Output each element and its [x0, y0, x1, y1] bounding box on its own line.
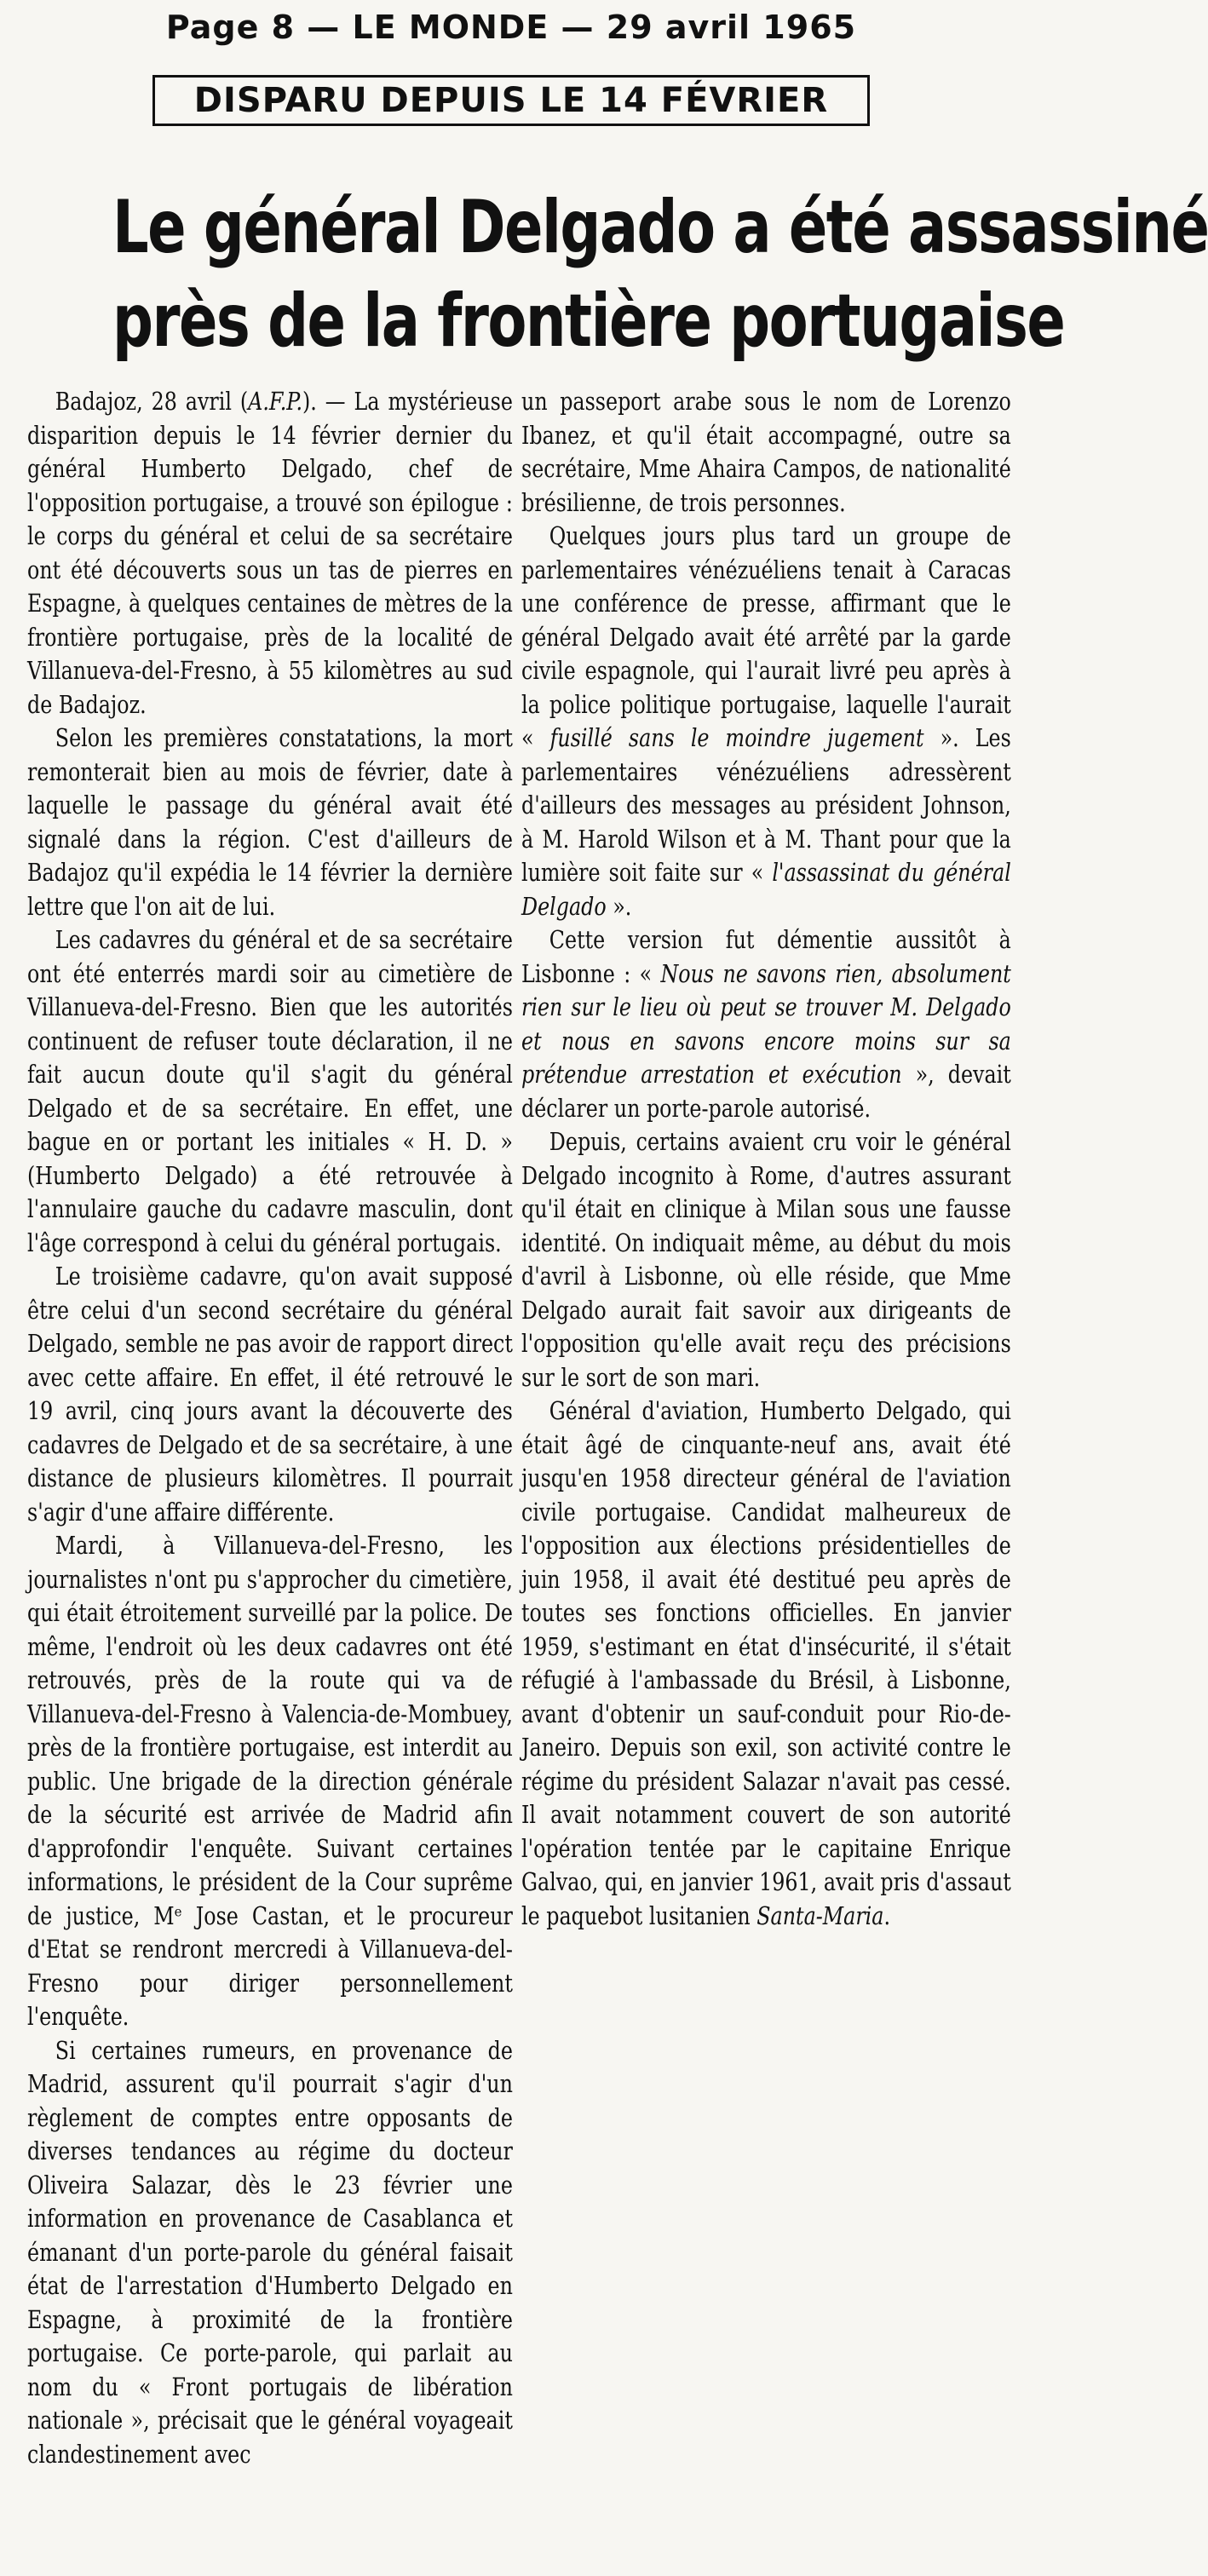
text-run: ). — La mystérieuse disparition depuis le 14 février dernier du général Humberto Delgado, chef de l'opposition portugaise, a trouvé son épilogue : le corps du général et celui de sa secrétaire ont été découverts sous un tas de pierres en Espagne, à quelques centaines de mètres de la frontière portugaise, près de la localité de Villanueva-del-Fresno, à 55 kilomètres au sud de Badajoz.	[27, 387, 513, 719]
text-run: Général d'aviation, Humberto Delgado, qui était âgé de cinquante-neuf ans, avait été jusqu'en 1958 directeur général de l'aviation civile portugaise. Candidat malheureux de l'opposition aux élections présidentielles de juin 1958, il avait été destitué peu après de toutes ses fonctions officielles. En janvier 1959, s'estimant en état d'insécurité, il s'était réfugié à l'ambassade du Brésil, à Lisbonne, avant d'obtenir un sauf-conduit pour Rio-de-Janeiro. Depuis son exil, son activité contre le régime du président Salazar n'avait pas cessé. Il avait notamment couvert de son autorité l'opération tentée par le capitaine Enrique Galvao, qui, en janvier 1961, avait pris d'assaut le paquebot lusitanien	[521, 1396, 1011, 1930]
headline	[0, 181, 1208, 368]
article-column-right-text	[521, 385, 1011, 1933]
headline-line-2: près de la frontière portugaise	[112, 279, 1065, 364]
paragraph-left-6	[27, 2034, 513, 2472]
italic-text: fusillé sans le moindre jugement	[549, 723, 924, 752]
text-run: Badajoz, 28 avril (	[55, 387, 249, 416]
text-run: Selon les premières constatations, la mort remonterait bien au mois de février, date à laquelle le passage du général avait été signalé dans la région. C'est d'ailleurs de Badajoz qu'il expédia le 14 février la dernière lettre que l'on ait de lui.	[27, 723, 513, 921]
article-column-left	[27, 385, 513, 2471]
paragraph-right-5	[521, 1394, 1011, 1933]
paragraph-left-2	[27, 722, 513, 923]
text-run: Quelques jours plus tard un groupe de parlementaires vénézuéliens tenait à Caracas une conférence de presse, affirmant que le général Delgado avait été arrêté par la garde civile espagnole, qui l'aurait livré peu après à la police politique portugaise, laquelle l'aurait «	[521, 521, 1011, 752]
text-run: Les cadavres du général et de sa secrétaire ont été enterrés mardi soir au cimetière de Villanueva-del-Fresno. Bien que les autorités continuent de refuser toute déclaration, il ne fait aucun doute qu'il s'agit du général Delgado et de sa secrétaire. En effet, une bague en or portant les initiales « H. D. » (Humberto Delgado) a été retrouvée à l'annulaire gauche du cadavre masculin, dont l'âge correspond à celui du général portugais.	[27, 925, 513, 1257]
article-column-right	[521, 385, 1011, 1933]
text-run: un passeport arabe sous le nom de Lorenzo Ibanez, et qu'il était accompagné, outre sa secrétaire, Mme Ahaira Campos, de nationalité brésilienne, de trois personnes.	[521, 387, 1011, 517]
italic-text: Nous ne savons rien, absolument rien sur le lieu où peut se trouver M. Delgado et nous en savons encore moins sur sa prétendue arrestation et exécution	[521, 958, 1011, 1089]
text-run: Mardi, à Villanueva-del-Fresno, les journalistes n'ont pu s'approcher du cimetière, qui était étroitement surveillé par la police. De même, l'endroit où les deux cadavres ont été retrouvés, près de la route qui va de Villanueva-del-Fresno à Valencia-de-Mombuey, près de la frontière portugaise, est interdit au public. Une brigade de la direction générale de la sécurité est arrivée de Madrid afin d'approfondir l'enquête. Suivant certaines informations, le président de la Cour suprême de justice, Mᵉ Jose Castan, et le procureur d'Etat se rendront mercredi à Villanueva-del-Fresno pour diriger personnellement l'enquête.	[27, 1531, 513, 2031]
text-run: Si certaines rumeurs, en provenance de Madrid, assurent qu'il pourrait s'agir d'un règlement de comptes entre opposants de diverses tendances au régime du docteur Oliveira Salazar, dès le 23 février une information en provenance de Casablanca et émanant d'un porte-parole du général faisait état de l'arrestation d'Humberto Delgado en Espagne, à proximité de la frontière portugaise. Ce porte-parole, qui parlait au nom du « Front portugais de libération nationale », précisait que le général voyageait clandestinement avec	[27, 2035, 513, 2469]
italic-text: l'assassinat du général Delgado	[521, 858, 1011, 921]
paragraph-left-4	[27, 1260, 513, 1529]
paragraph-right-2	[521, 520, 1011, 923]
text-run: ».	[606, 891, 632, 921]
paragraph-left-3	[27, 923, 513, 1260]
text-run: Le troisième cadavre, qu'on avait supposé être celui d'un second secrétaire du général Delgado, semble ne pas avoir de rapport direct avec cette affaire. En effet, il été retrouvé le 19 avril, cinq jours avant la découverte des cadavres de Delgado et de sa secrétaire, à une distance de plusieurs kilomètres. Il pourrait s'agir d'une affaire différente.	[27, 1262, 513, 1527]
headline-line-1: Le général Delgado a été assassiné	[112, 185, 1208, 270]
paragraph-left-5	[27, 1529, 513, 2034]
paragraph-right-4	[521, 1125, 1011, 1394]
text-run: ». Les parlementaires vénézuéliens adressèrent d'ailleurs des messages au président Johnson, à M. Harold Wilson et à M. Thant pour que la lumière soit faite sur «	[521, 723, 1011, 887]
paragraph-right-3	[521, 923, 1011, 1125]
paragraph-right-1	[521, 385, 1011, 520]
text-run: », devait déclarer un porte-parole autorisé.	[521, 1060, 1011, 1123]
page-folio: Page 8 — LE MONDE — 29 avril 1965	[165, 9, 857, 46]
italic-text: A.F.P.	[248, 387, 303, 416]
text-run: .	[883, 1900, 891, 1930]
kicker-box: DISPARU DEPUIS LE 14 FÉVRIER	[152, 75, 870, 126]
kicker-wrapper	[0, 75, 1022, 126]
text-run: Cette version fut démentie aussitôt à Lisbonne : «	[521, 925, 1011, 988]
article-column-left-text	[27, 385, 513, 2471]
paragraph-left-1	[27, 385, 513, 722]
text-run: Depuis, certains avaient cru voir le général Delgado incognito à Rome, d'autres assurant qu'il était en clinique à Milan sous une fausse identité. On indiquait même, au début du mois d'avril à Lisbonne, où elle réside, que Mme Delgado aurait fait savoir aux dirigeants de l'opposition qu'elle avait reçu des précisions sur le sort de son mari.	[521, 1127, 1011, 1392]
italic-text: Santa-Maria	[756, 1900, 884, 1930]
